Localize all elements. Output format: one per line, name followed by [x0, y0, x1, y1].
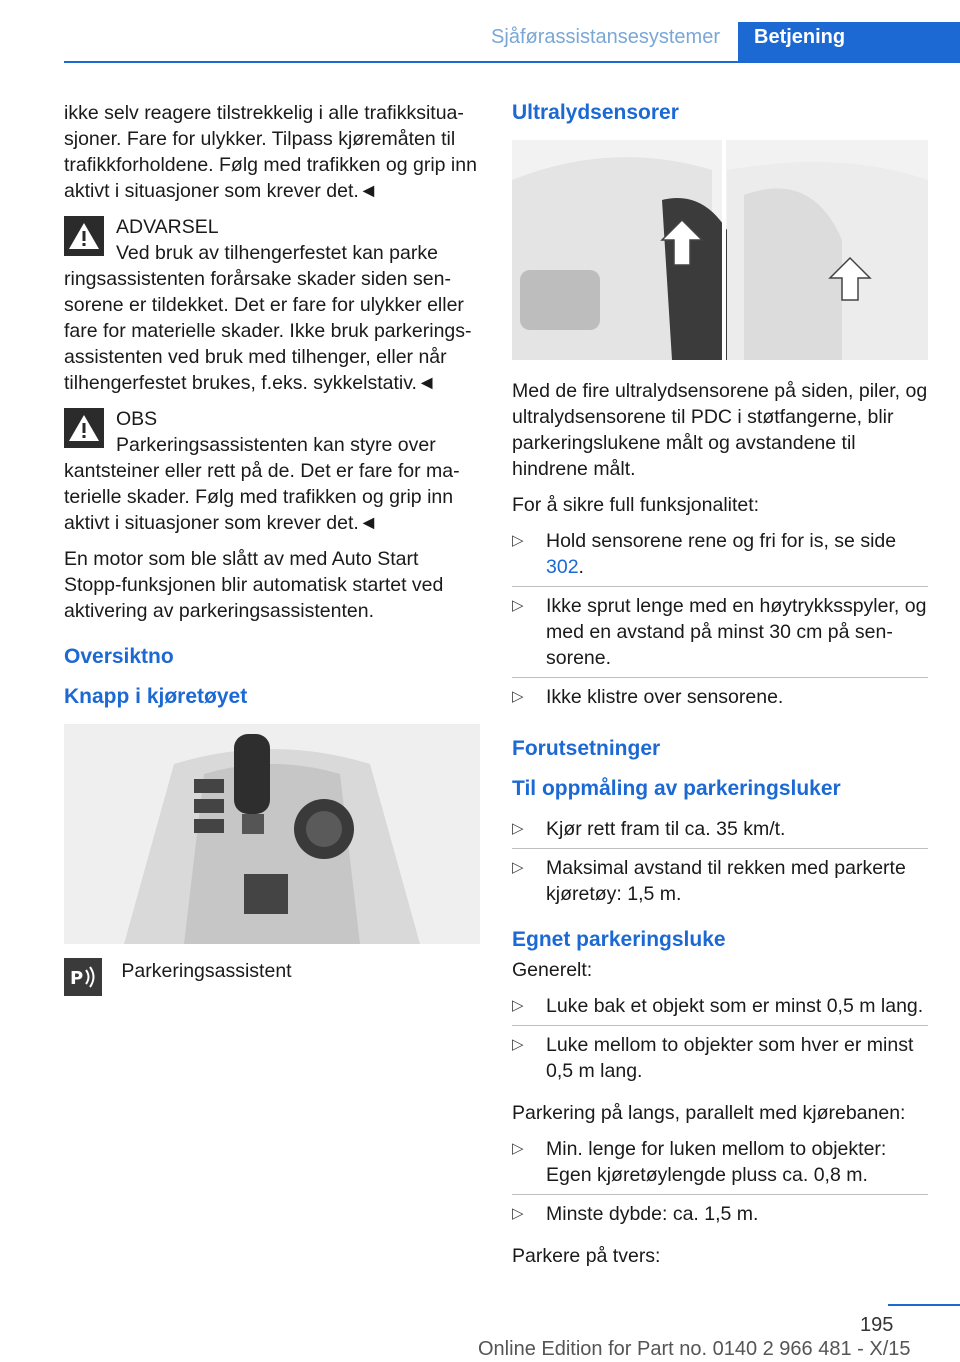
svg-text:P: P — [70, 968, 84, 989]
sensors-paragraph: Med de fire ultralydsensorene på siden, piler, og ultralydsensorene til PDC i støtfangerne, blir parkeringslukene målt og avstandene til hindrene målt. — [512, 380, 928, 480]
intro-paragraph: ikke selv reagere tilstrekkelig i alle trafikksituasjoner. Fare for ulykker. Tilpass kjøremåten til trafikkforholdene. Følg med trafikken og grip inn aktivt i situasjoner som krever det.◄ — [64, 102, 477, 202]
bullet-triangle-icon: ▷ — [512, 1205, 524, 1222]
warning-block — [64, 214, 480, 396]
center-console-illustration — [64, 724, 480, 944]
notice-body: kantsteiner eller rett på de. Det er fare for materielle skader. Følg med trafikken og grip inn aktivt i situasjoner som krever det.◄ — [64, 460, 460, 534]
left-column — [64, 100, 480, 996]
heading-suitable-space: Egnet parkeringsluke — [512, 928, 726, 951]
bullet-triangle-icon: ▷ — [512, 859, 524, 876]
page-header — [0, 0, 960, 62]
warning-body: ringsassistenten forårsake skader siden sensorene er tildekket. Det er fare for ulykker eller fare for materielle skader. Ikke bruk parkeringsassistenten ved bruk med tilhenger, eller når tilhengerfestet brukes, f.eks. sykkelstativ.◄ — [64, 268, 472, 394]
page-link[interactable]: 302 — [546, 556, 579, 578]
header-section: Sjåførassistansesystemer — [491, 26, 720, 48]
right-column — [512, 100, 928, 1279]
list-item: ▷ Ikke sprut lenge med en høytrykksspyler, og med en avstand på minst 30 cm på sensorene. — [512, 593, 928, 678]
parking-assistant-icon — [64, 958, 102, 996]
general-label: Generelt: — [512, 959, 593, 981]
list-item: ▷ Luke mellom to objekter som hver er minst 0,5 m lang. — [512, 1034, 914, 1082]
notice-title: OBS — [116, 408, 158, 430]
list-item: ▷ Hold sensorene rene og fri for is, se side 302. — [512, 528, 928, 587]
page-number: 195 — [860, 1314, 894, 1336]
bullet-triangle-icon: ▷ — [512, 597, 524, 614]
heading-overview: Oversiktno — [64, 645, 174, 668]
parallel-intro: Parkering på langs, parallelt med kjørebanen: — [512, 1102, 906, 1124]
notice-block — [64, 406, 480, 536]
heading-ultrasonic-sensors: Ultralydsensorer — [512, 101, 679, 124]
warning-triangle-icon — [64, 408, 104, 448]
center-console-image — [64, 724, 480, 944]
bullet-triangle-icon: ▷ — [512, 997, 524, 1014]
heading-prerequisites: Forutsetninger — [512, 737, 661, 760]
notice-lead: Parkeringsassistenten kan styre over — [116, 434, 436, 456]
bullet-triangle-icon: ▷ — [512, 1140, 524, 1157]
heading-measuring: Til oppmåling av parkeringsluker — [512, 777, 841, 800]
bullet-triangle-icon: ▷ — [512, 820, 524, 837]
parking-assistant-label: Parkeringsassistent — [121, 960, 292, 982]
bullet-triangle-icon: ▷ — [512, 532, 524, 549]
heading-button-in-vehicle: Knapp i kjøretøyet — [64, 685, 248, 708]
function-intro: For å sikre full funksjonalitet: — [512, 494, 760, 516]
warning-lead: Ved bruk av tilhengerfestet kan parke — [116, 242, 438, 264]
footer-rule — [888, 1304, 960, 1306]
list-item: ▷ Minste dybde: ca. 1,5 m. — [512, 1203, 759, 1225]
bullet-triangle-icon: ▷ — [512, 688, 524, 705]
list-item: ▷ Ikke klistre over sensorene. — [512, 686, 784, 708]
measure-list — [512, 816, 928, 913]
warning-triangle-icon — [64, 216, 104, 256]
autostart-paragraph: En motor som ble slått av med Auto Start Stopp-funksjonen blir automatisk startet ved aktivering av parkeringsassistenten. — [64, 548, 444, 622]
perpendicular-label: Parkere på tvers: — [512, 1245, 661, 1267]
header-rule — [64, 61, 960, 63]
list-item: ▷ Min. lenge for luken mellom to objekter: Egen kjøretøylengde pluss ca. 0,8 m. — [512, 1136, 928, 1195]
parking-assistant-button-row — [64, 958, 480, 996]
ultrasonic-sensors-image — [512, 140, 928, 360]
list-item: ▷ Kjør rett fram til ca. 35 km/t. — [512, 816, 928, 849]
function-list — [512, 528, 928, 716]
ultrasonic-sensors-illustration — [512, 140, 928, 360]
list-item: ▷ Maksimal avstand til rekken med parkerte kjøretøy: 1,5 m. — [512, 857, 906, 905]
edition-note: Online Edition for Part no. 0140 2 966 481 - X/15 — [478, 1338, 911, 1360]
bullet-triangle-icon: ▷ — [512, 1036, 524, 1053]
list-item: ▷ Luke bak et objekt som er minst 0,5 m lang. — [512, 993, 928, 1026]
parallel-list — [512, 1136, 928, 1233]
header-chapter-tab: Betjening — [738, 22, 960, 62]
warning-title: ADVARSEL — [116, 216, 219, 238]
general-list — [512, 993, 928, 1090]
